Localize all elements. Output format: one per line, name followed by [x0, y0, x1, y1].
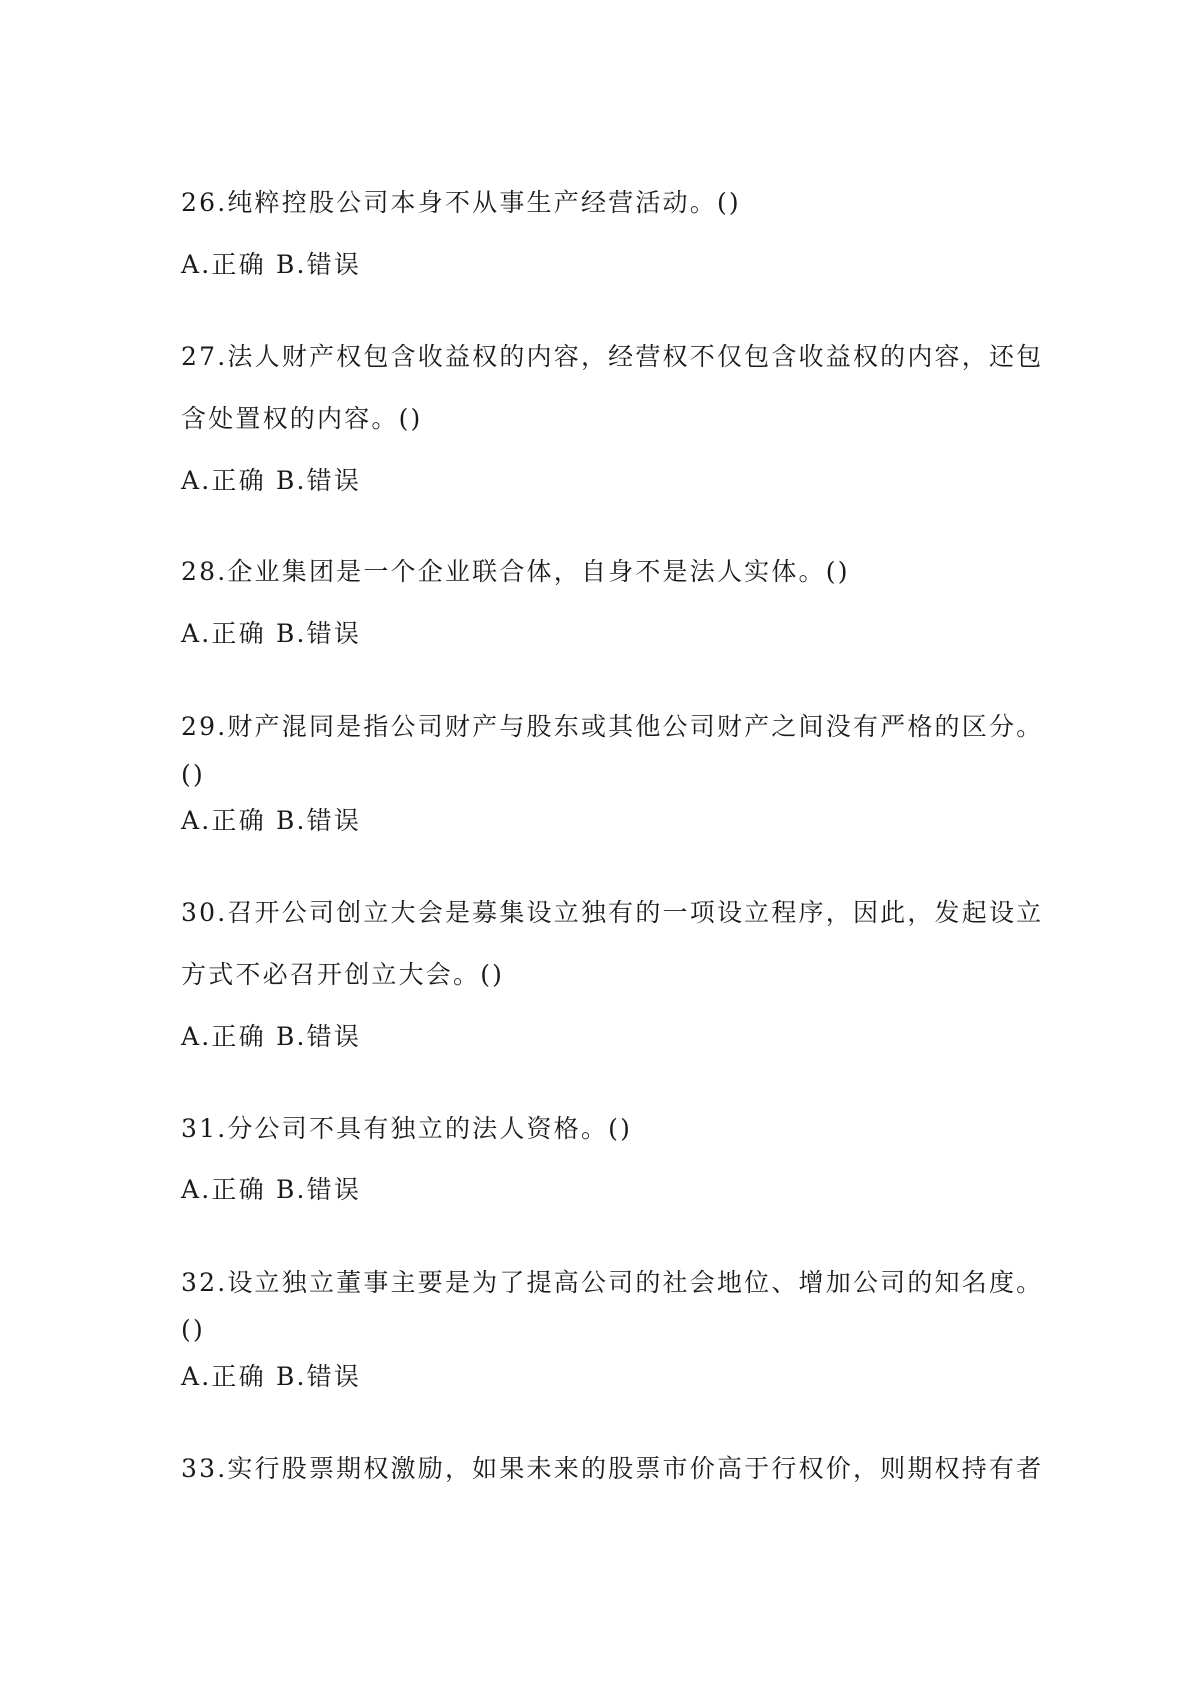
question-27-options: A.正确 B.错误: [181, 466, 362, 495]
question-27-text-line-2: 含处置权的内容。(): [181, 404, 423, 433]
question-26-text: 26.纯粹控股公司本身不从事生产经营活动。(): [181, 188, 741, 217]
question-31-text: 31.分公司不具有独立的法人资格。(): [181, 1114, 633, 1143]
question-30-text-line-2: 方式不必召开创立大会。(): [181, 960, 505, 989]
question-31-options: A.正确 B.错误: [181, 1175, 362, 1204]
question-28-options: A.正确 B.错误: [181, 619, 362, 648]
question-26-options: A.正确 B.错误: [181, 250, 362, 279]
question-32-options: A.正确 B.错误: [181, 1362, 362, 1391]
question-32-text-line-1: 32.设立独立董事主要是为了提高公司的社会地位、增加公司的知名度。: [181, 1268, 1044, 1297]
question-29-text-line-2: (): [181, 760, 205, 789]
question-29-text-line-1: 29.财产混同是指公司财产与股东或其他公司财产之间没有严格的区分。: [181, 712, 1044, 741]
question-33-text: 33.实行股票期权激励，如果未来的股票市价高于行权价，则期权持有者: [181, 1454, 1044, 1483]
question-30-options: A.正确 B.错误: [181, 1022, 362, 1051]
question-29-options: A.正确 B.错误: [181, 806, 362, 835]
question-27-text-line-1: 27.法人财产权包含收益权的内容，经营权不仅包含收益权的内容，还包: [181, 342, 1044, 371]
question-32-text-line-2: (): [181, 1315, 205, 1344]
question-30-text-line-1: 30.召开公司创立大会是募集设立独有的一项设立程序，因此，发起设立: [181, 898, 1044, 927]
question-28-text: 28.企业集团是一个企业联合体，自身不是法人实体。(): [181, 557, 850, 586]
